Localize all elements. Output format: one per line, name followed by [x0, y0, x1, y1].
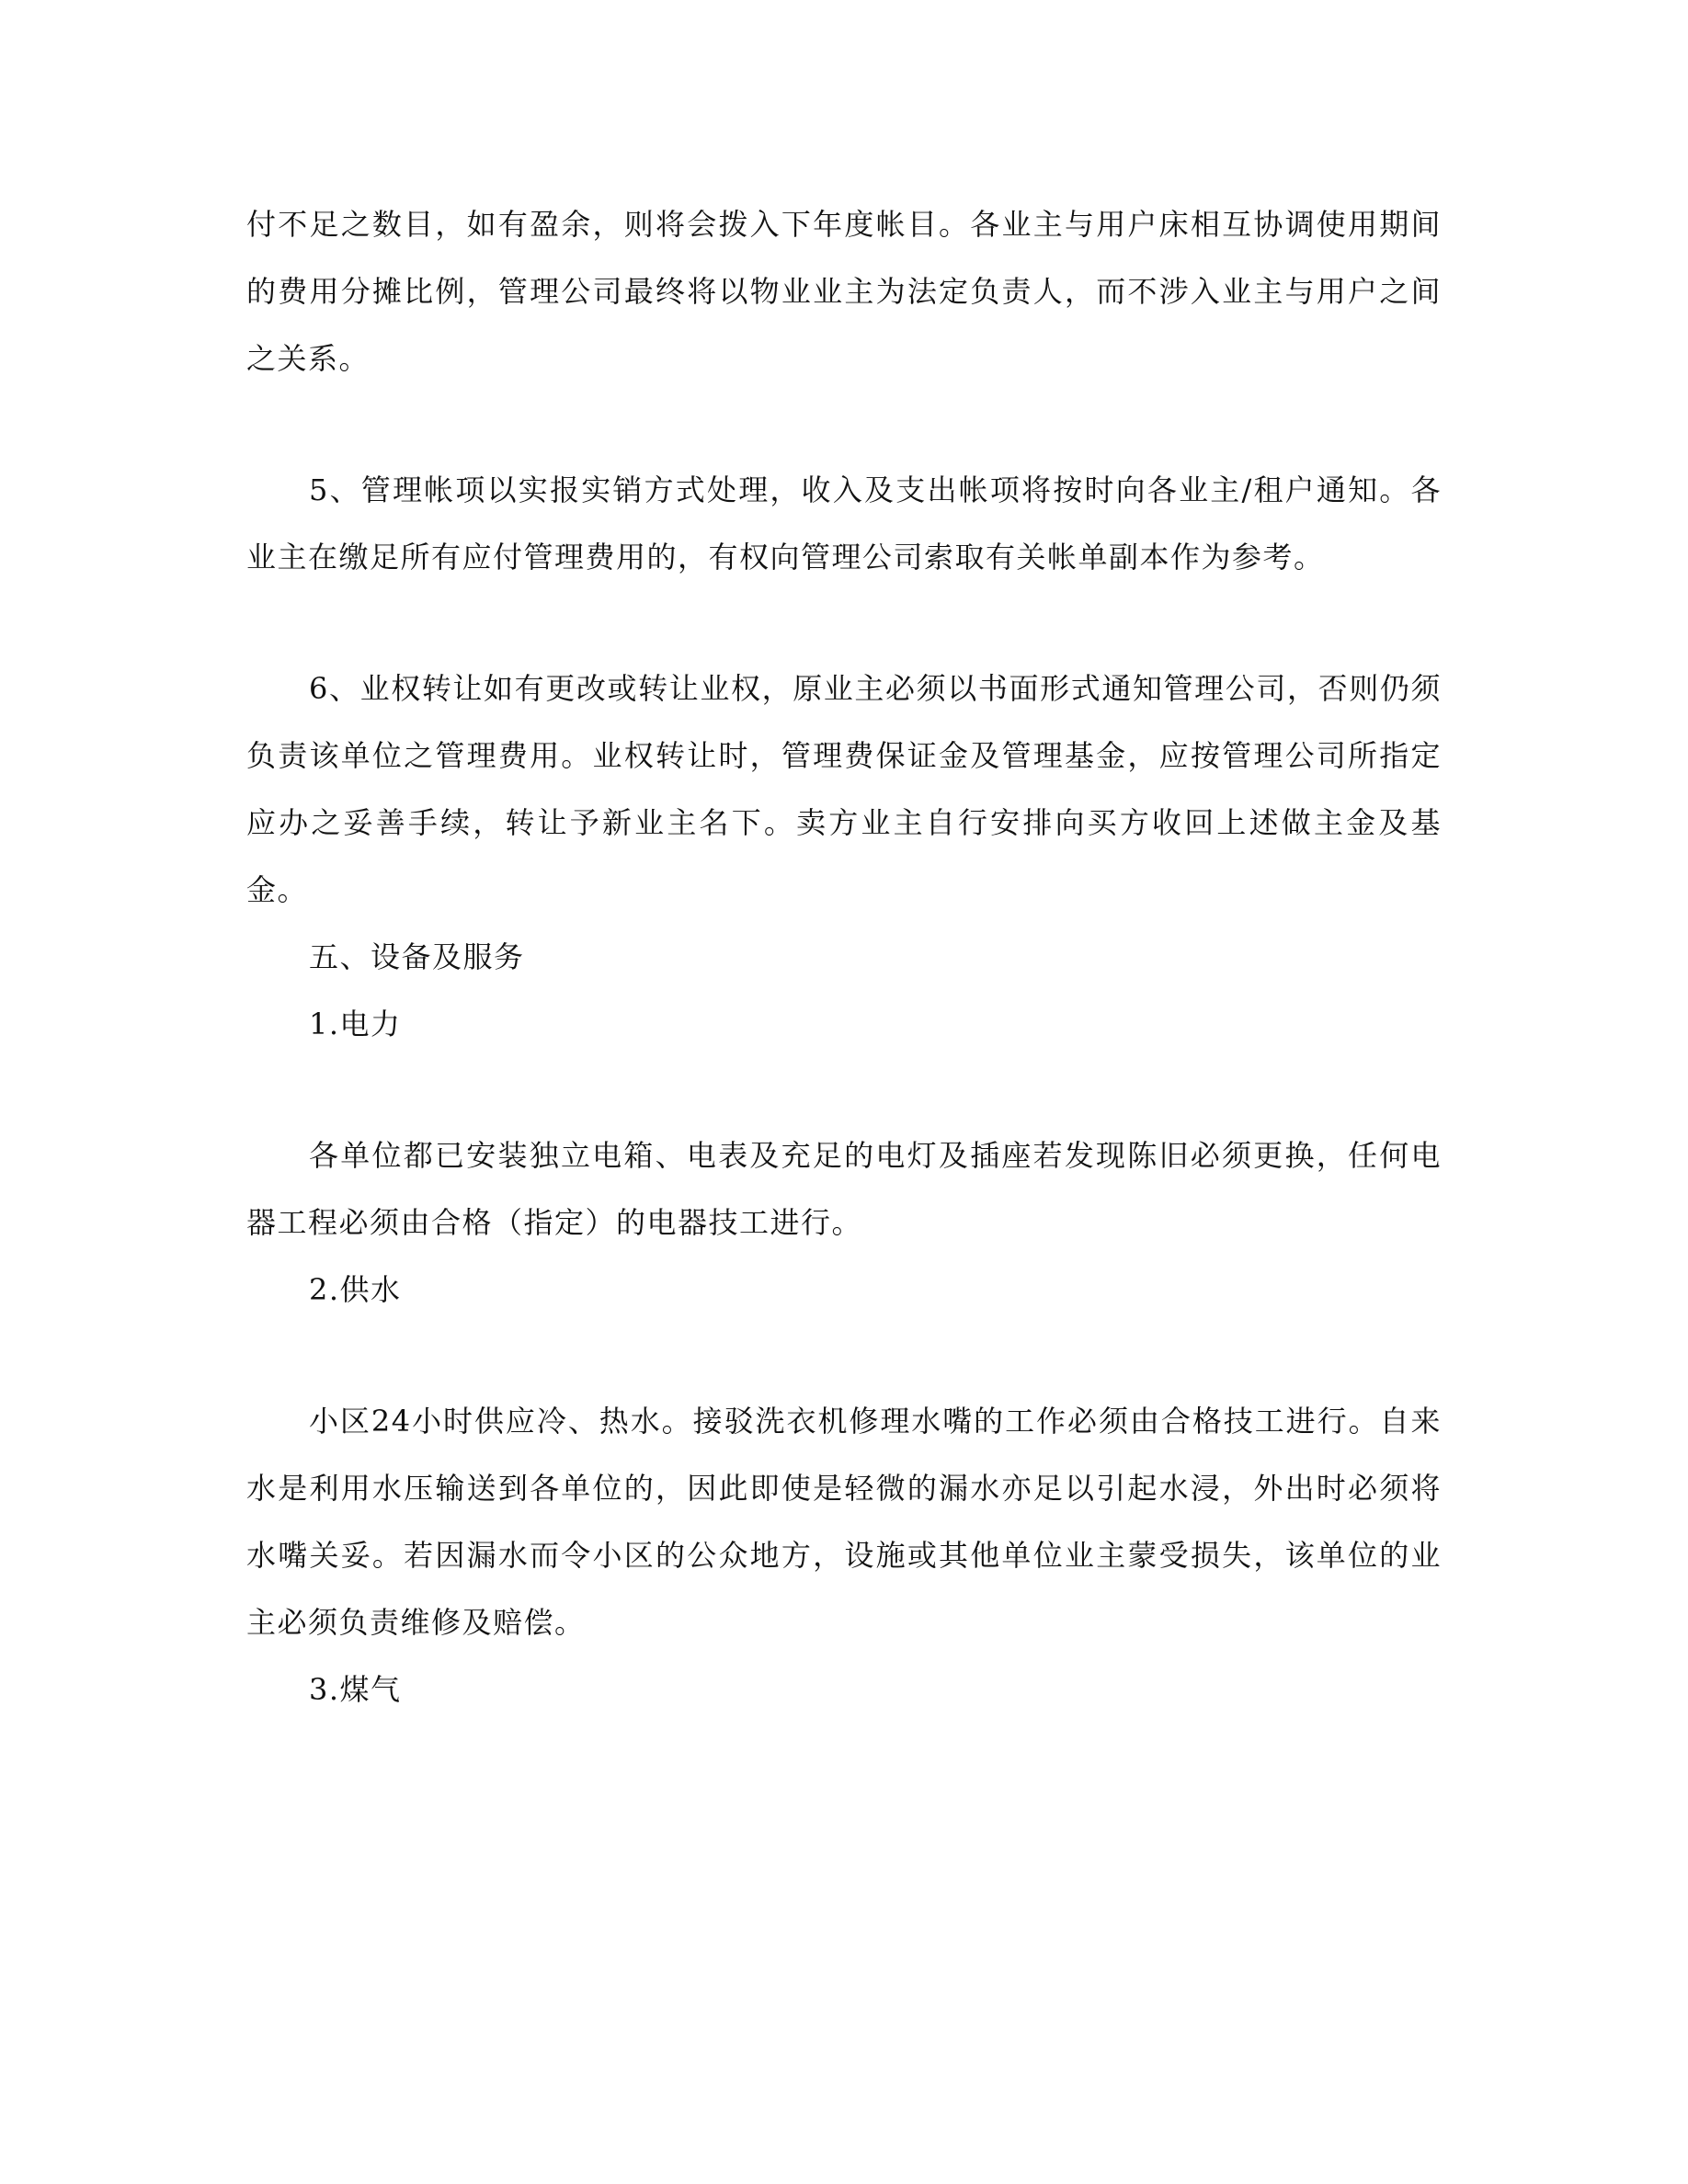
subheading-water-supply: 2.供水 [309, 1272, 402, 1307]
document-body [246, 191, 1442, 1723]
paragraph-water-supply: 小区24小时供应冷、热水。接驳洗衣机修理水嘴的工作必须由合格技工进行。自来水是利用水压输送到各单位的，因此即使是轻微的漏水亦足以引起水浸，外出时必须将水嘴关妥。若因漏水而令小区的公众地方，设施或其他单位业主蒙受损失，该单位的业主必须负责维修及赔偿。 [246, 1404, 1442, 1640]
section-heading-equipment-services: 五、设备及服务 [309, 939, 525, 974]
paragraph-item-5-accounts: 5、管理帐项以实报实销方式处理，收入及支出帐项将按时向各业主/租户通知。各业主在缴足所有应付管理费用的，有权向管理公司索取有关帐单副本作为参考。 [246, 472, 1442, 574]
subheading-gas: 3.煤气 [309, 1672, 402, 1707]
paragraph-item-6-ownership-transfer: 6、业权转让如有更改或转让业权，原业主必须以书面形式通知管理公司，否则仍须负责该单位之管理费用。业权转让时，管理费保证金及管理基金，应按管理公司所指定应办之妥善手续，转让予新业主名下。卖方业主自行安排向买方收回上述做主金及基金。 [246, 671, 1442, 907]
paragraph-electricity: 各单位都已安装独立电箱、电表及充足的电灯及插座若发现陈旧必须更换，任何电器工程必须由合格（指定）的电器技工进行。 [246, 1138, 1442, 1240]
subheading-electricity: 1.电力 [309, 1007, 402, 1041]
paragraph-management-fee-surplus: 付不足之数目，如有盈余，则将会拨入下年度帐目。各业主与用户床相互协调使用期间的费用分摊比例，管理公司最终将以物业业主为法定负责人，而不涉入业主与用户之间之关系。 [246, 207, 1442, 376]
